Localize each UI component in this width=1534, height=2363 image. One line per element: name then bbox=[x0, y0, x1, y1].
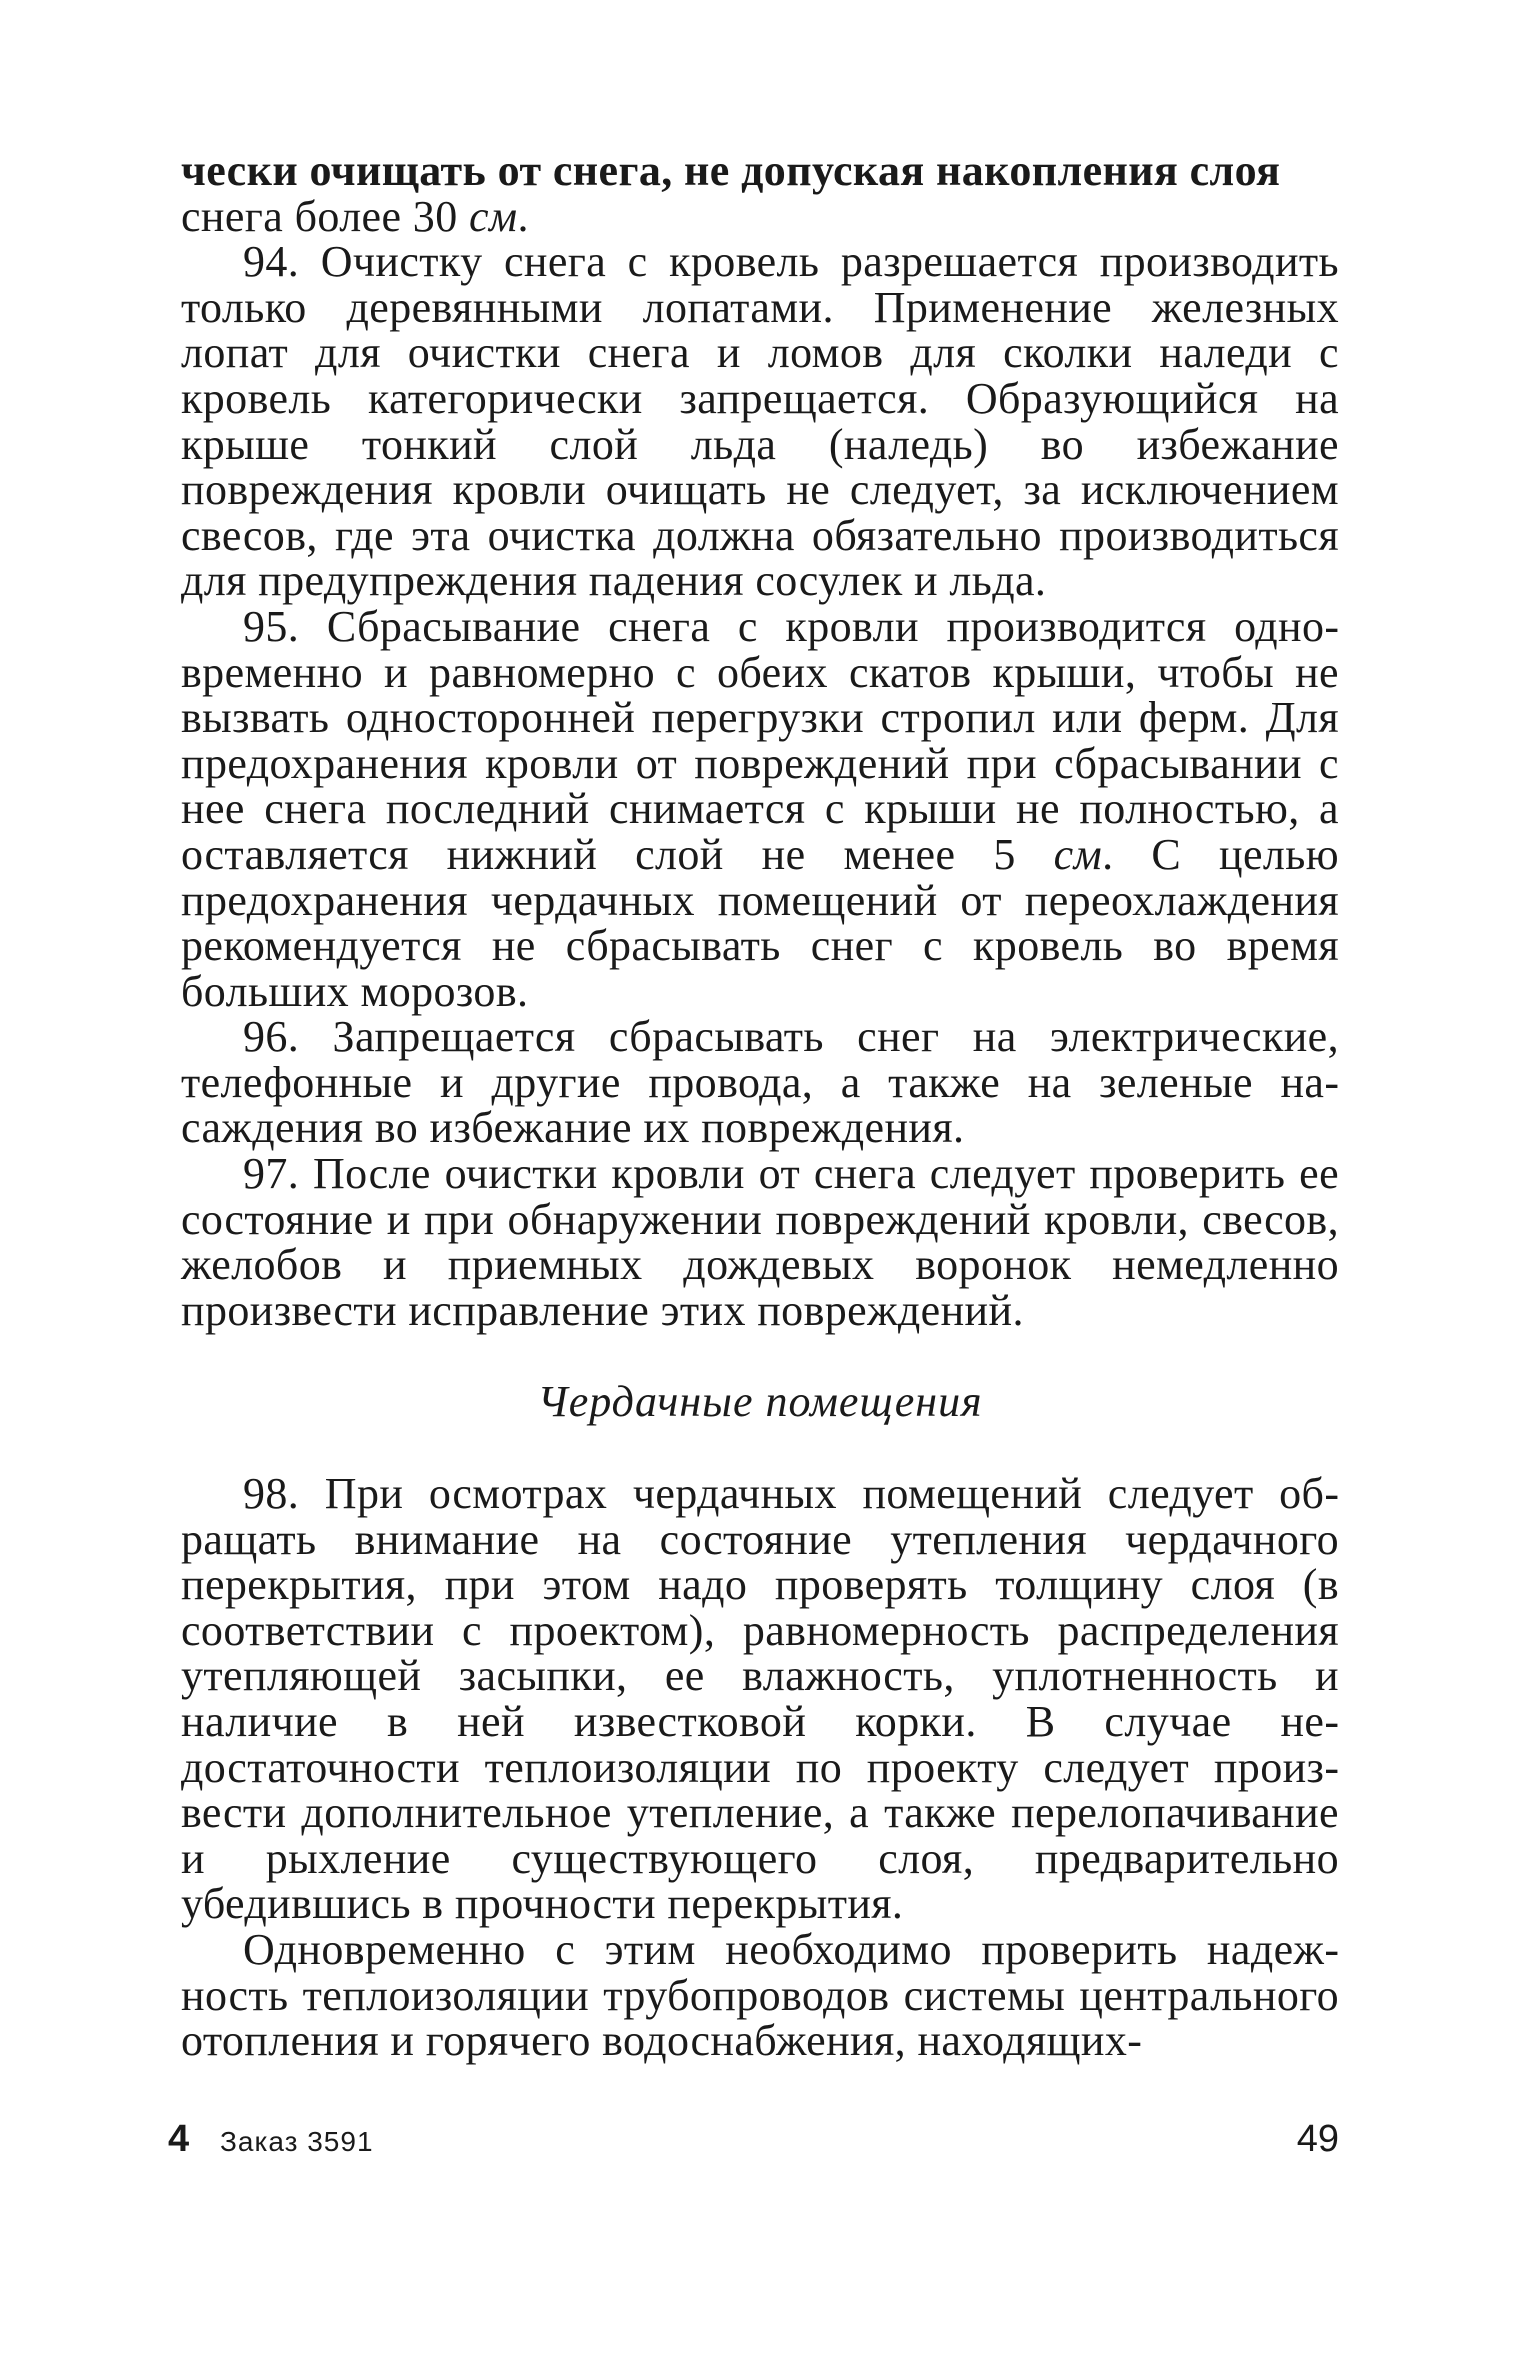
paragraph-97: 97. После очистки кровли от снега следует проверить ее состояние и при обнаружении повреждений кровли, свесов, желобов и приемных дождевых воронок немедленно произвести исправление этих повреждений. bbox=[181, 1149, 1339, 1335]
unit-cm: см bbox=[469, 191, 518, 241]
continuation-line-1: чески очищать от снега, не допуская накопления слоя bbox=[181, 146, 1281, 195]
paragraph-96: 96. Запрещается сбрасывать снег на электрические, телефонные и другие провода, а также на зеленые насаждения во избежание их повреждения. bbox=[181, 1012, 1339, 1153]
page-footer bbox=[168, 2118, 1339, 2164]
paragraph-final: Одновременно с этим необходимо проверить надежность теплоизоляции трубопроводов системы центрального отопления и горячего водоснабжения, находящих- bbox=[181, 1924, 1339, 2066]
order-label: Заказ 3591 bbox=[220, 2126, 374, 2157]
paragraph-95: 95. Сбрасывание снега с кровли производится одновременно и равномерно с обеих скатов крыши, чтобы не вызвать односторонней перегрузки стропил или ферм. Для предохранения кровли от повреждений при сбрасывании с нее снега последний снимается с крыши не полностью, а оставляется нижний слой не менее 5 см. С целью предохранения чердачных помещений от переохлаждения рекомендуется не сбрасывать снег с кровель во время больших морозов. bbox=[181, 601, 1339, 1016]
paragraph-94: 94. Очистку снега с кровель разрешается производить только деревянными лопатами. Применение железных лопат для очистки снега и ломов для сколки наледи с кровель категорически запрещается. Образующийся на крыше тонкий слой льда (наледь) во избежание повреждения кровли очищать не следует, за исключением свесов, где эта очистка должна обязательно производиться для предупреждения падения сосулек и льда. bbox=[181, 237, 1339, 606]
paragraph-98: 98. При осмотрах чердачных помещений следует обращать внимание на состояние утепления чердачного перекрытия, при этом надо проверять толщину слоя (в соответствии с проектом), равномерность распределения утепляющей засыпки, ее влажность, уплотненность и наличие в ней известковой корки. В случае недостаточности теплоизоляции по проекту следует произвести дополнительное утепление, а также перелопачивание и рыхление существующего слоя, предварительно убедившись в прочности перекрытия. bbox=[181, 1469, 1339, 1929]
paragraph-continuation bbox=[181, 148, 1339, 194]
body-text bbox=[181, 148, 1339, 2064]
paragraph-continuation-end: снега более 30 см. bbox=[181, 191, 529, 241]
page-number: 49 bbox=[1296, 2118, 1339, 2160]
section-heading: Чердачные помещения bbox=[537, 1377, 983, 1427]
unit-cm: см bbox=[1053, 829, 1103, 879]
signature-number: 4 bbox=[168, 2118, 190, 2160]
